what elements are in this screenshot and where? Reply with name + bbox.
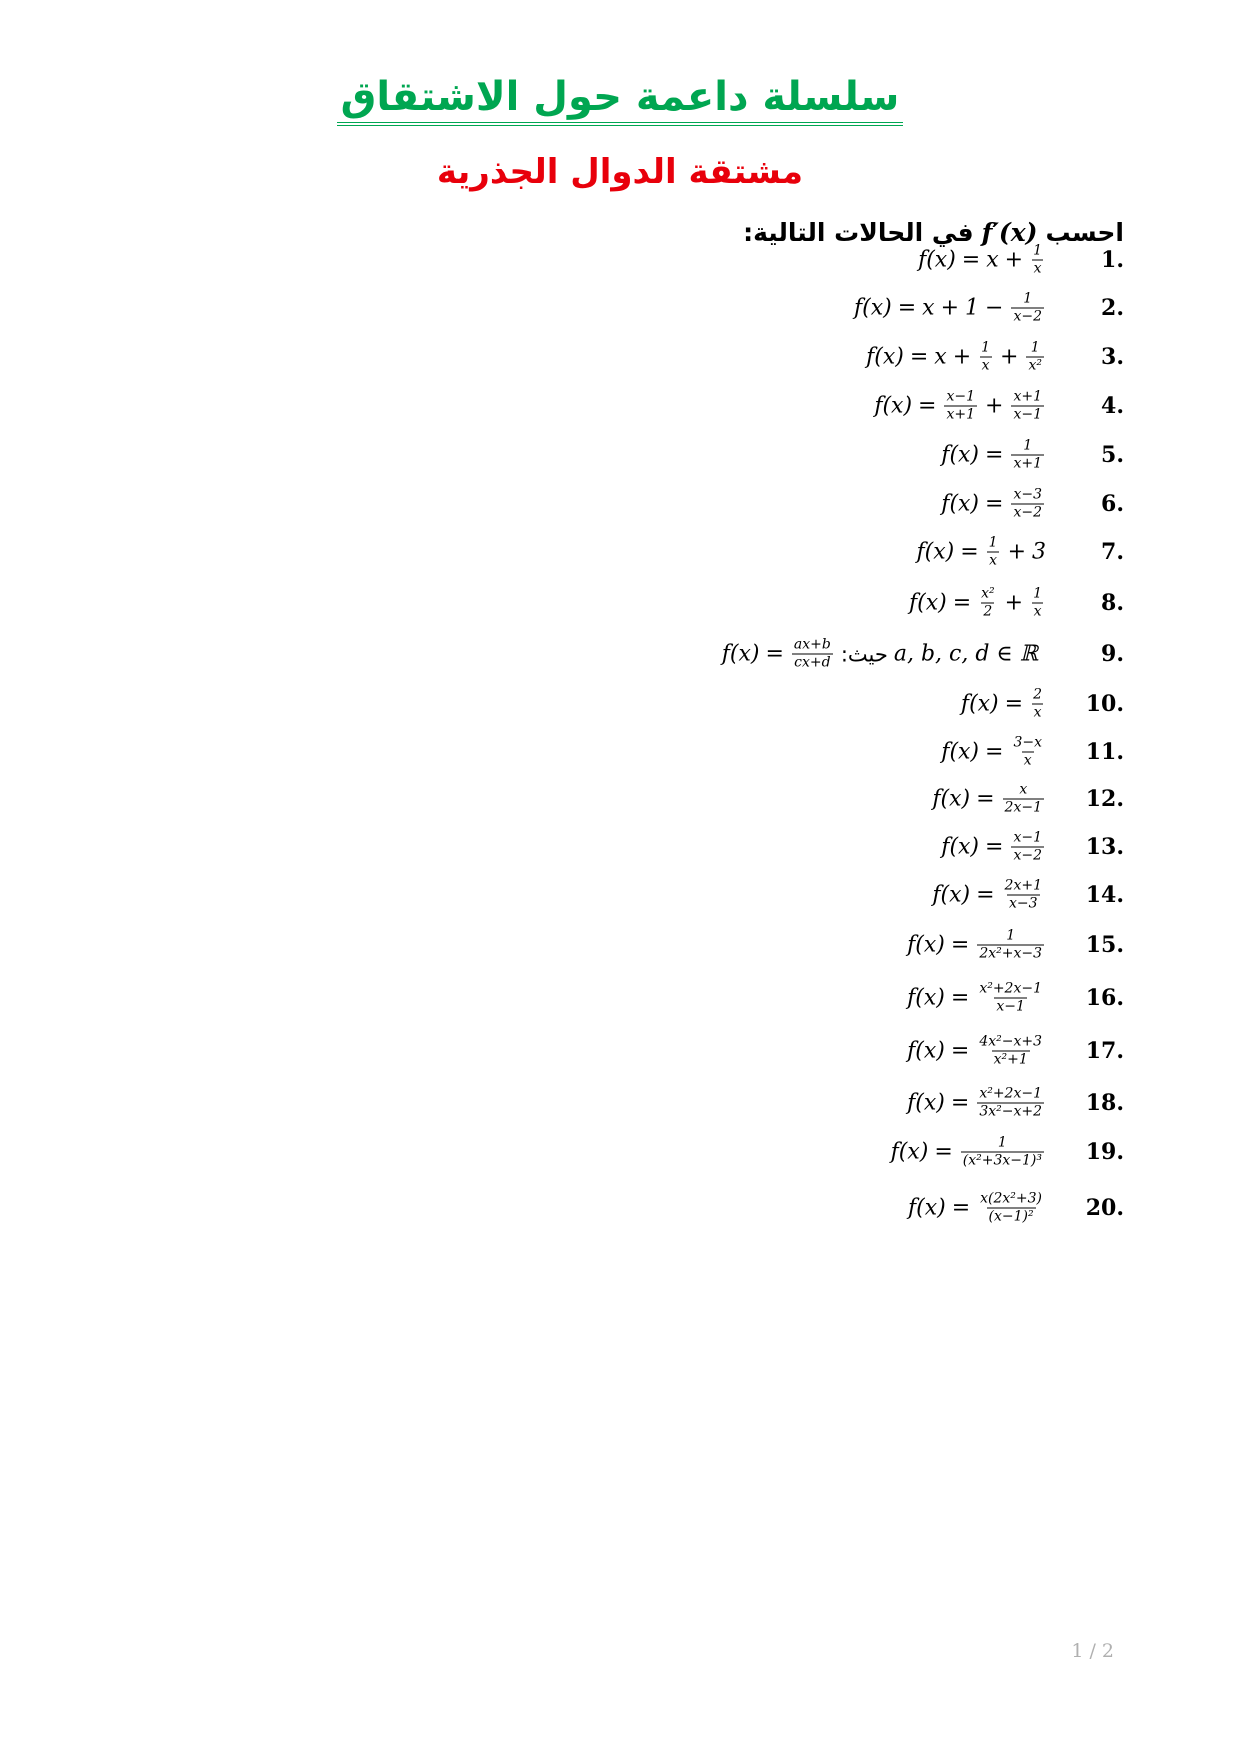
fraction bbox=[1011, 291, 1044, 326]
exercise-formula bbox=[907, 981, 1046, 1016]
fraction bbox=[978, 1191, 1044, 1226]
operator: + bbox=[985, 393, 1004, 419]
function-name: f(x) bbox=[932, 882, 971, 908]
function-name: f(x) bbox=[960, 691, 999, 717]
operator: = bbox=[950, 1090, 970, 1116]
fraction bbox=[792, 637, 833, 672]
exercise-formula bbox=[907, 928, 1046, 963]
operator: + bbox=[952, 344, 972, 370]
denominator: 3x²−x+2 bbox=[979, 1103, 1042, 1120]
exercise-12 bbox=[600, 774, 1124, 824]
denominator: x−2 bbox=[1013, 847, 1042, 864]
exercise-formula bbox=[891, 1135, 1046, 1170]
exercise-number: .12 bbox=[1085, 786, 1124, 812]
operator: = bbox=[950, 1038, 970, 1064]
operator: = bbox=[960, 539, 979, 565]
exercise-20 bbox=[600, 1183, 1124, 1233]
exercise-formula bbox=[866, 340, 1046, 375]
fraction bbox=[944, 389, 977, 424]
numerator: 1 bbox=[1033, 585, 1042, 602]
denominator: x²+1 bbox=[993, 1051, 1028, 1068]
page-subtitle: مشتقة الدوال الجذرية bbox=[436, 152, 804, 192]
function-name: f(x) bbox=[721, 641, 760, 667]
numerator: 1 bbox=[981, 339, 991, 356]
function-name: f(x) bbox=[908, 590, 947, 616]
exercise-number: .4 bbox=[1101, 393, 1124, 419]
exercise-formula bbox=[907, 1034, 1046, 1069]
operator: + bbox=[1004, 247, 1024, 273]
operator: = bbox=[1004, 691, 1024, 717]
page-number: 1 / 2 bbox=[1071, 1640, 1114, 1662]
denominator: x bbox=[989, 552, 998, 569]
exercise-number: .11 bbox=[1085, 739, 1124, 765]
numerator: x²+2x−1 bbox=[979, 980, 1042, 997]
denominator: 2 bbox=[983, 603, 993, 620]
denominator: x bbox=[981, 357, 990, 374]
exercise-10 bbox=[600, 679, 1124, 729]
fraction bbox=[1011, 487, 1044, 522]
exercise-number: .8 bbox=[1101, 590, 1124, 616]
exercise-number: .15 bbox=[1085, 932, 1124, 958]
fraction bbox=[977, 928, 1044, 963]
exercise-formula bbox=[941, 438, 1046, 473]
exercise-5 bbox=[600, 430, 1124, 480]
operator: = bbox=[897, 295, 917, 321]
numerator: x² bbox=[981, 585, 995, 602]
exercise-number: .10 bbox=[1085, 691, 1124, 717]
exercise-number: .14 bbox=[1085, 882, 1124, 908]
denominator: x bbox=[1033, 603, 1042, 620]
numerator: 1 bbox=[997, 1134, 1007, 1151]
denominator: x−2 bbox=[1013, 504, 1042, 521]
numerator: 1 bbox=[988, 534, 998, 551]
fraction bbox=[977, 1086, 1044, 1121]
term: x bbox=[986, 247, 999, 273]
function-name: f(x) bbox=[932, 786, 971, 812]
function-name: f(x) bbox=[890, 1139, 929, 1165]
operator: = bbox=[950, 932, 970, 958]
exercise-formula bbox=[874, 389, 1046, 424]
exercise-formula bbox=[916, 535, 1046, 570]
denominator: x bbox=[1033, 704, 1042, 721]
denominator: x² bbox=[1028, 357, 1042, 374]
numerator: x(2x²+3) bbox=[980, 1190, 1042, 1207]
numerator: 2 bbox=[1033, 686, 1042, 703]
operator: − bbox=[985, 295, 1004, 321]
fraction bbox=[1026, 340, 1044, 375]
denominator: x bbox=[1033, 260, 1042, 277]
arabic-text: حيث: bbox=[840, 642, 888, 666]
operator: = bbox=[909, 344, 929, 370]
exercise-formula bbox=[941, 830, 1046, 865]
fraction bbox=[961, 1135, 1044, 1170]
numerator: x−1 bbox=[946, 388, 976, 405]
instruction-fprime: f′(x) bbox=[981, 218, 1038, 247]
numerator: x bbox=[1019, 781, 1028, 798]
exercise-16 bbox=[600, 973, 1124, 1023]
exercise-number: .20 bbox=[1085, 1195, 1124, 1221]
function-name: f(x) bbox=[941, 442, 980, 468]
function-name: f(x) bbox=[854, 295, 892, 321]
numerator: x+1 bbox=[1013, 388, 1042, 405]
numerator: ax+b bbox=[793, 636, 831, 653]
numerator: 1 bbox=[1033, 242, 1042, 259]
exercise-formula bbox=[909, 586, 1046, 621]
exercise-number: .13 bbox=[1085, 834, 1124, 860]
page-title-text: سلسلة داعمة حول الاشتقاق bbox=[337, 74, 904, 126]
exercise-formula bbox=[941, 487, 1046, 522]
function-name: f(x) bbox=[874, 393, 913, 419]
operator: = bbox=[985, 491, 1004, 517]
denominator: x−2 bbox=[1013, 308, 1042, 325]
function-name: f(x) bbox=[907, 932, 945, 958]
exercise-15 bbox=[600, 920, 1124, 970]
exercise-number: .19 bbox=[1085, 1139, 1124, 1165]
exercise-number: .2 bbox=[1101, 295, 1124, 321]
operator: = bbox=[985, 834, 1004, 860]
exercise-number: .5 bbox=[1101, 442, 1124, 468]
operator: = bbox=[950, 985, 970, 1011]
fraction bbox=[1011, 830, 1044, 865]
fraction bbox=[1003, 782, 1044, 817]
term: 3 bbox=[1032, 539, 1046, 565]
denominator: x−3 bbox=[1009, 895, 1038, 912]
exercise-number: .9 bbox=[1101, 641, 1124, 667]
function-name: f(x) bbox=[916, 539, 955, 565]
numerator: 1 bbox=[1030, 339, 1040, 356]
function-name: f(x) bbox=[941, 834, 980, 860]
instruction-after: في الحالات التالية: bbox=[743, 218, 974, 247]
numerator: x−1 bbox=[1013, 829, 1042, 846]
exercise-17 bbox=[600, 1026, 1124, 1076]
denominator: (x²+3x−1)³ bbox=[962, 1152, 1042, 1169]
exercise-8 bbox=[600, 578, 1124, 628]
exercise-formula bbox=[918, 243, 1046, 278]
exercise-7 bbox=[600, 527, 1124, 577]
exercise-3 bbox=[600, 332, 1124, 382]
fraction bbox=[1031, 687, 1044, 722]
operator: + bbox=[940, 295, 960, 321]
function-name: f(x) bbox=[941, 491, 980, 517]
denominator: cx+d bbox=[794, 654, 831, 671]
denominator: x bbox=[1023, 752, 1032, 769]
exercise-2 bbox=[600, 283, 1124, 333]
exercise-number: .3 bbox=[1101, 344, 1124, 370]
operator: = bbox=[934, 1139, 953, 1165]
numerator: x−3 bbox=[1013, 486, 1042, 503]
operator: = bbox=[952, 590, 972, 616]
numerator: x²+2x−1 bbox=[979, 1085, 1042, 1102]
operator: = bbox=[976, 786, 995, 812]
numerator: 1 bbox=[1023, 290, 1033, 307]
term: x bbox=[922, 295, 935, 321]
exercise-4 bbox=[600, 381, 1124, 431]
operator: = bbox=[985, 739, 1004, 765]
denominator: x−1 bbox=[996, 998, 1025, 1015]
term: 1 bbox=[965, 295, 980, 321]
operator: = bbox=[976, 882, 995, 908]
operator: + bbox=[1004, 590, 1024, 616]
fraction bbox=[979, 586, 997, 621]
fraction bbox=[1011, 735, 1044, 770]
condition: a, b, c, d ∈ ℝ bbox=[893, 641, 1038, 667]
fraction bbox=[977, 1034, 1044, 1069]
numerator: 1 bbox=[1006, 927, 1016, 944]
exercise-number: .18 bbox=[1085, 1090, 1124, 1116]
denominator: x−1 bbox=[1013, 406, 1042, 423]
exercise-13 bbox=[600, 822, 1124, 872]
function-name: f(x) bbox=[907, 1090, 945, 1116]
operator: = bbox=[765, 641, 784, 667]
numerator: 4x²−x+3 bbox=[979, 1033, 1042, 1050]
exercise-formula bbox=[854, 291, 1046, 326]
exercise-formula bbox=[932, 878, 1046, 913]
exercise-19 bbox=[600, 1127, 1124, 1177]
denominator: x+1 bbox=[1013, 455, 1042, 472]
exercise-1 bbox=[600, 235, 1124, 285]
exercise-14 bbox=[600, 870, 1124, 920]
exercise-number: .17 bbox=[1085, 1038, 1124, 1064]
operator: + bbox=[1000, 344, 1019, 370]
term: x bbox=[934, 344, 947, 370]
numerator: 3−x bbox=[1013, 734, 1042, 751]
numerator: 1 bbox=[1023, 437, 1033, 454]
denominator: 2x−1 bbox=[1004, 799, 1042, 816]
instruction-before: احسب bbox=[1045, 218, 1124, 247]
fraction bbox=[1031, 243, 1044, 278]
operator: + bbox=[1007, 539, 1026, 565]
fraction bbox=[1011, 438, 1044, 473]
fraction bbox=[1003, 878, 1044, 913]
page-title bbox=[0, 74, 1240, 126]
function-name: f(x) bbox=[941, 739, 980, 765]
function-name: f(x) bbox=[907, 985, 945, 1011]
function-name: f(x) bbox=[866, 344, 904, 370]
function-name: f(x) bbox=[907, 1038, 945, 1064]
exercise-number: .6 bbox=[1101, 491, 1124, 517]
numerator: 2x+1 bbox=[1004, 877, 1042, 894]
exercise-number: .16 bbox=[1085, 985, 1124, 1011]
fraction bbox=[1031, 586, 1044, 621]
operator: = bbox=[951, 1195, 971, 1221]
fraction bbox=[987, 535, 1000, 570]
exercise-number: .1 bbox=[1101, 247, 1124, 273]
exercise-formula bbox=[961, 687, 1046, 722]
denominator: 2x²+x−3 bbox=[979, 945, 1042, 962]
operator: = bbox=[985, 442, 1004, 468]
fraction bbox=[979, 340, 992, 375]
exercise-formula bbox=[941, 735, 1046, 770]
exercise-formula bbox=[932, 782, 1046, 817]
exercise-formula bbox=[907, 1086, 1046, 1121]
fraction bbox=[1011, 389, 1044, 424]
exercise-18 bbox=[600, 1078, 1124, 1128]
fraction bbox=[977, 981, 1044, 1016]
operator: = bbox=[961, 247, 981, 273]
exercise-formula bbox=[722, 637, 1046, 672]
exercise-formula bbox=[908, 1191, 1046, 1226]
exercise-6 bbox=[600, 479, 1124, 529]
denominator: (x−1)² bbox=[988, 1208, 1034, 1225]
exercise-number: .7 bbox=[1101, 539, 1124, 565]
denominator: x+1 bbox=[946, 406, 976, 423]
exercise-11 bbox=[600, 727, 1124, 777]
function-name: f(x) bbox=[918, 247, 956, 273]
exercise-9 bbox=[600, 629, 1124, 679]
operator: = bbox=[918, 393, 937, 419]
function-name: f(x) bbox=[907, 1195, 946, 1221]
